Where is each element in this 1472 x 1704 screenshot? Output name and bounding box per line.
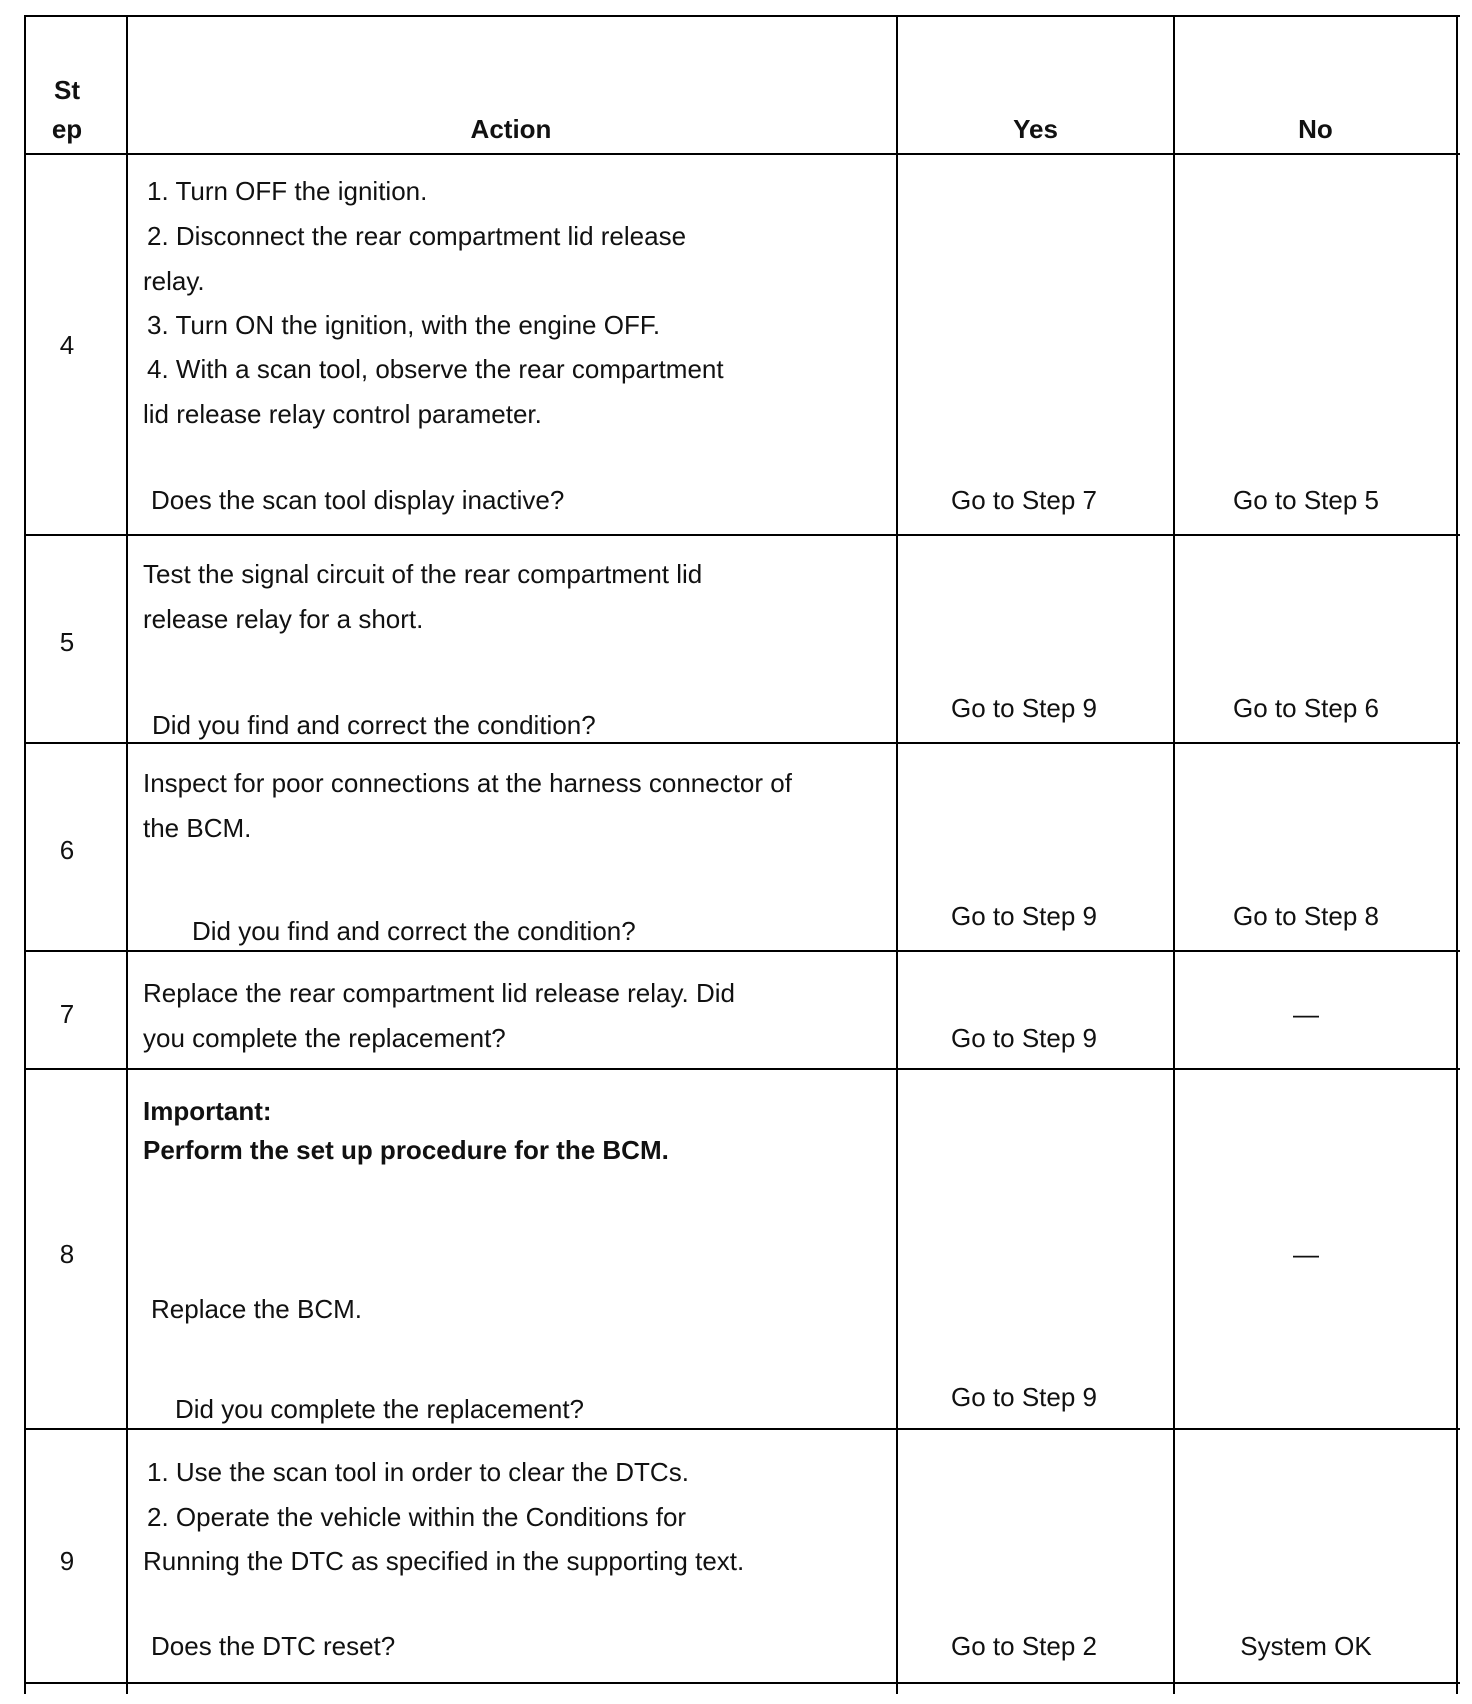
step-number: 6	[59, 835, 75, 865]
yes-result: Go to Step 7	[951, 485, 1097, 515]
action-line: 4. With a scan tool, observe the rear compartment	[147, 354, 724, 384]
table-border-top	[24, 15, 1460, 17]
step-number: 4	[59, 330, 75, 360]
yes-result: Go to Step 9	[951, 693, 1097, 723]
action-line: Running the DTC as specified in the supporting text.	[143, 1546, 745, 1576]
action-line: 2. Operate the vehicle within the Conditions for	[147, 1502, 687, 1532]
row-divider	[24, 950, 1460, 952]
header-step-cont: ep	[51, 114, 83, 144]
no-result: Go to Step 8	[1233, 901, 1379, 931]
no-result: Go to Step 6	[1233, 693, 1379, 723]
step-number: 7	[59, 999, 75, 1029]
action-line: Replace the BCM.	[151, 1294, 362, 1324]
column-divider	[1173, 15, 1175, 1694]
step-number: 9	[59, 1546, 75, 1576]
column-divider	[896, 15, 898, 1694]
action-line: lid release relay control parameter.	[143, 399, 542, 429]
row-divider	[24, 1068, 1460, 1070]
yes-result: Go to Step 9	[951, 901, 1097, 931]
action-question: Does the scan tool display inactive?	[151, 485, 565, 515]
action-question: Did you find and correct the condition?	[152, 710, 596, 740]
header-yes: Yes	[1013, 114, 1058, 144]
action-line: relay.	[143, 266, 205, 296]
yes-result: Go to Step 2	[951, 1631, 1097, 1661]
table-border-right	[1456, 15, 1458, 1694]
action-question: Did you find and correct the condition?	[192, 916, 636, 946]
action-line: you complete the replacement?	[143, 1023, 506, 1053]
table-border-bottom	[24, 1682, 1460, 1684]
no-result: —	[1293, 999, 1319, 1029]
no-result: System OK	[1240, 1631, 1372, 1661]
action-line: Replace the rear compartment lid release relay. Did	[143, 978, 736, 1008]
yes-result: Go to Step 9	[951, 1023, 1097, 1053]
row-divider	[24, 1428, 1460, 1430]
row-divider	[24, 742, 1460, 744]
action-question: Does the DTC reset?	[151, 1631, 396, 1661]
action-line: Inspect for poor connections at the harness connector of	[143, 768, 792, 798]
action-line: the BCM.	[143, 813, 252, 843]
header-action: Action	[470, 114, 552, 144]
header-no: No	[1298, 114, 1333, 144]
action-line: 1. Use the scan tool in order to clear the DTCs.	[147, 1457, 689, 1487]
header-step: St	[54, 75, 80, 105]
action-line: 1. Turn OFF the ignition.	[147, 176, 428, 206]
column-divider	[126, 15, 128, 1694]
step-number: 5	[59, 627, 75, 657]
important-text: Perform the set up procedure for the BCM.	[143, 1135, 669, 1165]
row-divider	[24, 534, 1460, 536]
header-divider	[24, 153, 1460, 155]
no-result: Go to Step 5	[1233, 485, 1379, 515]
no-result: —	[1293, 1239, 1319, 1269]
step-number: 8	[59, 1239, 75, 1269]
action-line: 3. Turn ON the ignition, with the engine OFF.	[147, 310, 661, 340]
action-line: release relay for a short.	[143, 604, 424, 634]
important-label: Important:	[143, 1096, 272, 1126]
action-question: Did you complete the replacement?	[175, 1394, 585, 1424]
yes-result: Go to Step 9	[951, 1382, 1097, 1412]
action-line: Test the signal circuit of the rear compartment lid	[143, 559, 703, 589]
action-line: 2. Disconnect the rear compartment lid release	[147, 221, 687, 251]
